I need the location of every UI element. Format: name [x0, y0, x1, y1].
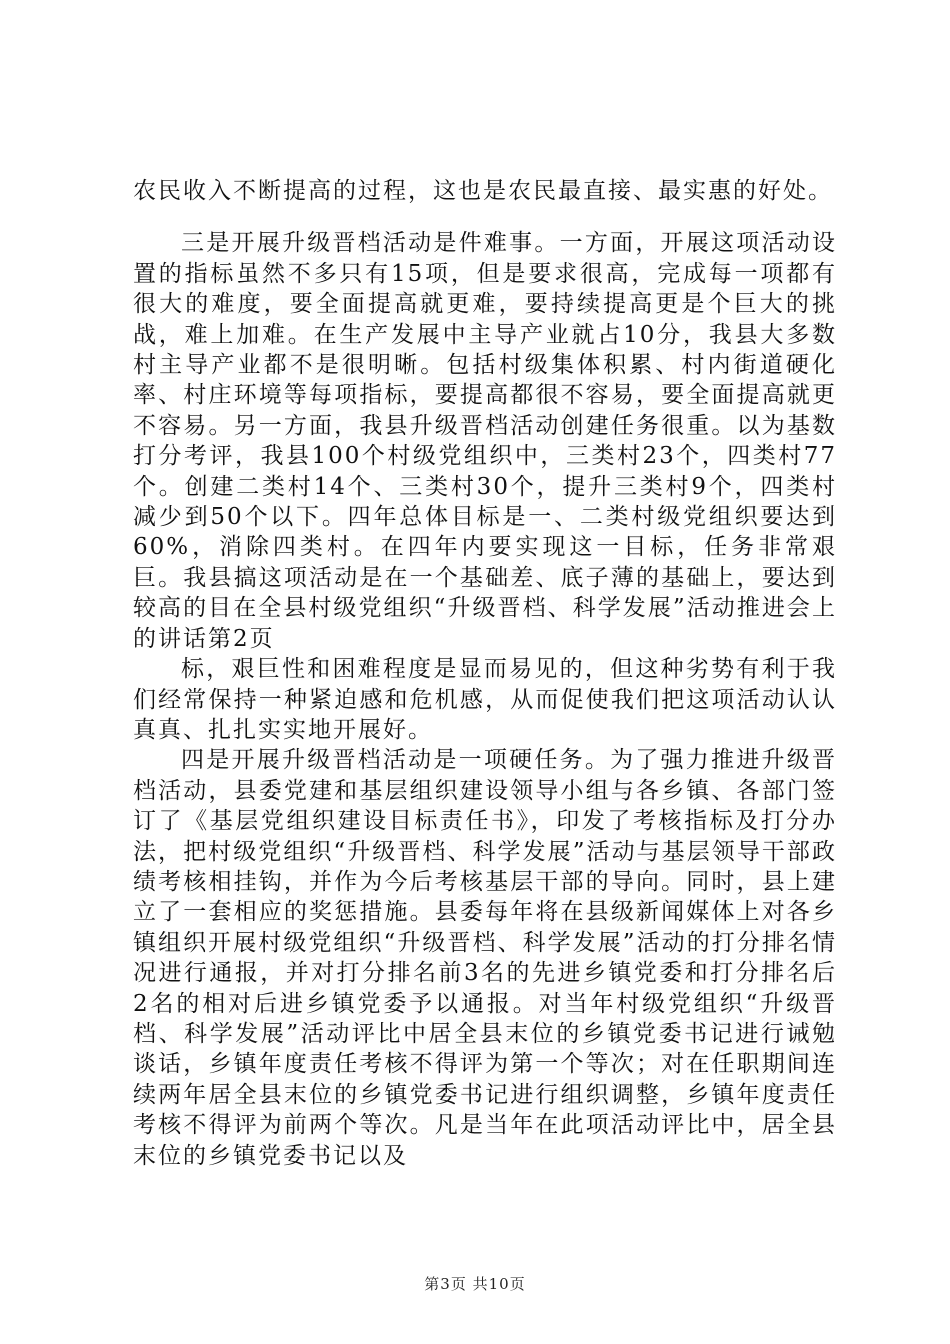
document-body	[133, 176, 837, 1171]
paragraph-three: 三是开展升级晋档活动是件难事。一方面，开展这项活动设置的指标虽然不多只有15项，但是要求很高，完成每一项都有很大的难度，要全面提高就更难，要持续提高更是个巨大的挑战，难上加难。在生产发展中主导产业就占10分，我县大多数村主导产业都不是很明晰。包括村级集体积累、村内街道硬化率、村庄环境等每项指标，要提高都很不容易，要全面提高就更不容易。另一方面，我县升级晋档活动创建任务很重。以为基数打分考评，我县100个村级党组织中，三类村23个，四类村77个。创建二类村14个、三类村30个，提升三类村9个，四类村减少到50个以下。四年总体目标是一、二类村级党组织要达到60%，消除四类村。在四年内要实现这一目标，任务非常艰巨。我县搞这项活动是在一个基础差、底子薄的基础上，要达到较高的目在全县村级党组织“升级晋档、科学发展”活动推进会上的讲话第2页	[133, 230, 837, 652]
paragraph-three-continued: 标，艰巨性和困难程度是显而易见的，但这种劣势有利于我们经常保持一种紧迫感和危机感，从而促使我们把这项活动认认真真、扎扎实实地开展好。	[133, 656, 837, 743]
page-number-footer: 第3页 共10页	[424, 1275, 526, 1293]
paragraph-continuation: 农民收入不断提高的过程，这也是农民最直接、最实惠的好处。	[133, 178, 833, 204]
paragraph-four: 四是开展升级晋档活动是一项硬任务。为了强力推进升级晋档活动，县委党建和基层组织建设领导小组与各乡镇、各部门签订了《基层党组织建设目标责任书》，印发了考核指标及打分办法，把村级党组织“升级晋档、科学发展”活动与基层领导干部政绩考核相挂钩，并作为今后考核基层干部的导向。同时，县上建立了一套相应的奖惩措施。县委每年将在县级新闻媒体上对各乡镇组织开展村级党组织“升级晋档、科学发展”活动的打分排名情况进行通报，并对打分排名前3名的先进乡镇党委和打分排名后2名的相对后进乡镇党委予以通报。对当年村级党组织“升级晋档、科学发展”活动评比中居全县末位的乡镇党委书记进行诫勉谈话，乡镇年度责任考核不得评为第一个等次；对在任职期间连续两年居全县末位的乡镇党委书记进行组织调整，乡镇年度责任考核不得评为前两个等次。凡是当年在此项活动评比中，居全县末位的乡镇党委书记以及	[133, 747, 837, 1169]
